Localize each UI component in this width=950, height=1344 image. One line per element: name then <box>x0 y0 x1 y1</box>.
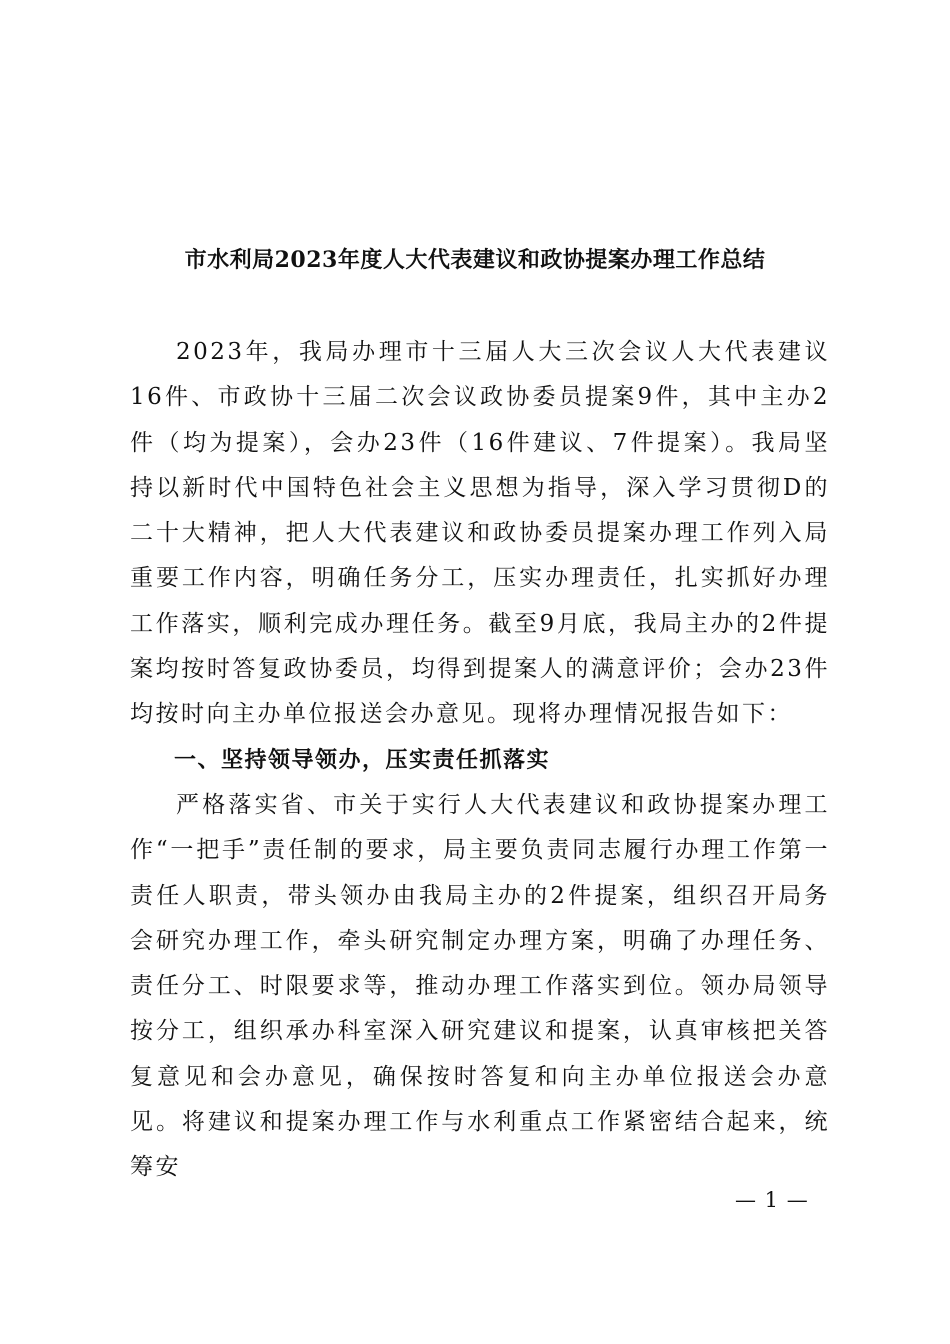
document-body <box>130 330 830 1191</box>
page-number: — 1 — <box>735 1188 809 1212</box>
section-paragraph: 严格落实省、市关于实行人大代表建议和政协提案办理工作“一把手”责任制的要求，局主要负责同志履行办理工作第一责任人职责，带头领办由我局主办的2件提案，组织召开局务会研究办理工作，牵头研究制定办理方案，明确了办理任务、责任分工、时限要求等，推动办理工作落实到位。领办局领导按分工，组织承办科室深入研究建议和提案，认真审核把关答复意见和会办意见，确保按时答复和向主办单位报送会办意见。将建议和提案办理工作与水利重点工作紧密结合起来，统筹安 <box>130 791 830 1181</box>
section-heading: 一、坚持领导领办，压实责任抓落实 <box>174 747 551 773</box>
document-title: 市水利局2023年度人大代表建议和政协提案办理工作总结 <box>184 247 766 273</box>
intro-paragraph: 2023年，我局办理市十三届人大三次会议人大代表建议16件、市政协十三届二次会议政协委员提案9件，其中主办2件（均为提案），会办23件（16件建议、7件提案）。我局坚持以新时代中国特色社会主义思想为指导，深入学习贯彻D的二十大精神，把人大代表建议和政协委员提案办理工作列入局重要工作内容，明确任务分工，压实办理责任，扎实抓好办理工作落实，顺利完成办理任务。截至9月底，我局主办的2件提案均按时答复政协委员，均得到提案人的满意评价；会办23件均按时向主办单位报送会办意见。现将办理情况报告如下： <box>130 339 830 728</box>
